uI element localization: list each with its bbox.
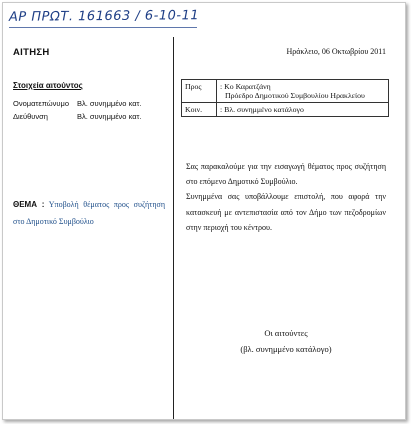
signature-line: Οι αιτούντες — [264, 328, 308, 338]
applicant-heading: Στοιχεία αιτούντος — [13, 81, 83, 90]
handwritten-protocol-number: ΑΡ ΠΡΩΤ. 161663 / 6-10-11 — [8, 8, 200, 25]
recipient-line: : Βλ. συνημμένο κατάλογο — [220, 105, 304, 114]
signature-block — [186, 325, 386, 357]
applicant-field-address — [13, 112, 142, 121]
subject-block — [13, 196, 165, 230]
recipient-value — [217, 80, 389, 103]
document-title: ΑΙΤΗΣΗ — [13, 47, 50, 58]
recipient-key: Κοιν. — [182, 103, 217, 117]
recipient-line: : Κο Καρατζάνη — [220, 82, 271, 91]
handwritten-underline — [9, 27, 197, 28]
field-label: Διεύθυνση — [13, 112, 48, 121]
body-paragraph: Συνημμένα σας υποβάλλουμε επιστολή, που αφορά την κατασκευή με αντεπιστασία από τον Δήμο των πεζοδρομίων στην περιοχή του κέντρου. — [186, 192, 386, 232]
subject-label: ΘΕΜΑ : — [13, 200, 45, 209]
recipient-value — [217, 103, 389, 117]
field-value: Βλ. συνημμένο κατ. — [77, 99, 142, 108]
recipient-line: Πρόεδρο Δημοτικού Συμβουλίου Ηρακλείου — [225, 91, 365, 100]
body-text — [186, 159, 386, 235]
recipients-table — [181, 79, 389, 117]
document-page — [2, 2, 406, 420]
column-divider — [173, 37, 174, 419]
field-label: Ονοματεπώνυμο — [13, 99, 69, 108]
field-value: Βλ. συνημμένο κατ. — [77, 112, 142, 121]
recipient-key: Προς — [182, 80, 217, 103]
body-paragraph: Σας παρακαλούμε για την εισαγωγή θέματος προς συζήτηση στο επόμενο Δημοτικό Συμβούλιο. — [186, 162, 386, 187]
signature-note: (βλ. συνημμένο κατάλογο) — [240, 344, 332, 354]
document-date: Ηράκλειο, 06 Οκτωβρίου 2011 — [286, 47, 386, 56]
subject-text: Υποβολή θέματος προς συζήτηση στο Δημοτικό Συμβούλιο — [13, 200, 166, 226]
applicant-field-name — [13, 99, 142, 108]
recipient-row-cc — [182, 103, 389, 117]
recipient-row-to — [182, 80, 389, 103]
